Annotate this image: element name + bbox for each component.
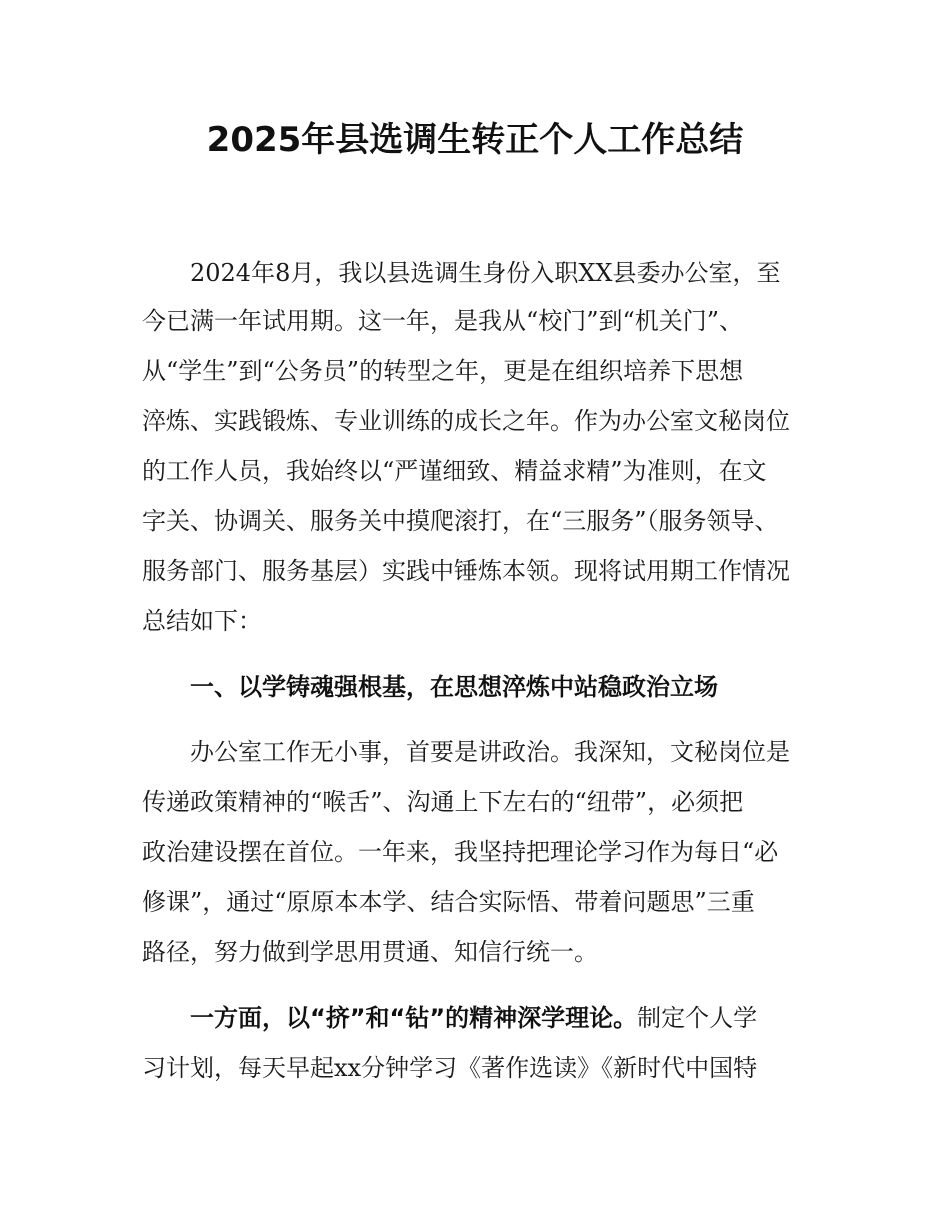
intro-line-3: 从“学生”到“公务员”的转型之年，更是在组织培养下思想: [142, 357, 744, 385]
intro-line-5: 的工作人员，我始终以“严谨细致、精益求精”为准则，在文: [142, 457, 767, 485]
section1-line-1: 办公室工作无小事，首要是讲政治。我深知，文秘岗位是: [190, 738, 790, 766]
para2-rest: 制定个人学: [637, 1004, 758, 1032]
section-heading-1: 一、以学铸魂强根基，在思想淬炼中站稳政治立场: [190, 673, 718, 701]
section1-line-2: 传递政策精神的“喉舌”、沟通上下左右的“纽带”，必须把: [142, 788, 744, 816]
intro-line-1: 2024年8月，我以县选调生身份入职XX县委办公室，至: [190, 259, 781, 287]
intro-line-4: 淬炼、实践锻炼、专业训练的成长之年。作为办公室文秘岗位: [142, 407, 790, 435]
para2-line-1: [190, 1000, 757, 1036]
intro-line-7: 服务部门、服务基层）实践中锤炼本领。现将试用期工作情况: [142, 557, 790, 585]
intro-line-2: 今已满一年试用期。这一年，是我从“校门”到“机关门”、: [142, 307, 744, 335]
para2-bold-lead: 一方面，以“挤”和“钻”的精神深学理论。: [190, 1004, 638, 1032]
document-title: 2025年县选调生转正个人工作总结: [206, 120, 744, 160]
section1-line-5: 路径，努力做到学思用贯通、知信行统一。: [142, 938, 598, 966]
intro-line-6: 字关、协调关、服务关中摸爬滚打，在“三服务”（服务领导、: [142, 507, 779, 535]
intro-line-8: 总结如下：: [142, 607, 262, 635]
para2-line-2: 习计划，每天早起xx分钟学习《著作选读》《新时代中国特: [142, 1054, 758, 1082]
section1-line-3: 政治建设摆在首位。一年来，我坚持把理论学习作为每日“必: [142, 838, 779, 866]
section1-line-4: 修课”，通过“原原本本学、结合实际悟、带着问题思”三重: [142, 888, 755, 916]
